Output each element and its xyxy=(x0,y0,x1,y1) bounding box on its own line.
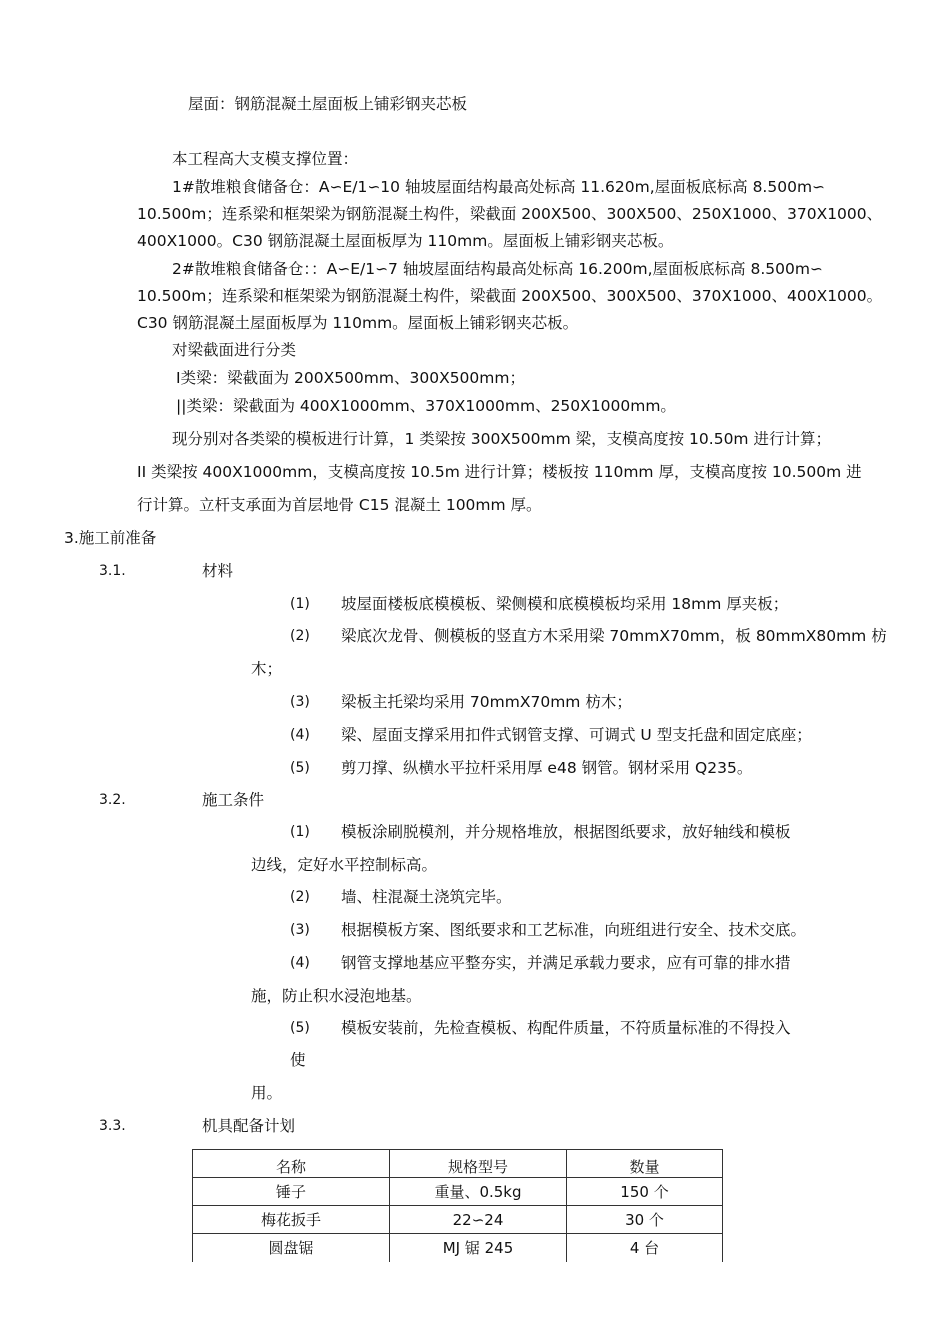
section-3-3-number: 3.3. xyxy=(99,1118,126,1134)
table-cell: 锤子 xyxy=(193,1178,390,1206)
table-cell: 22∽24 xyxy=(390,1206,567,1234)
condition-item-number: (3) xyxy=(290,922,310,938)
condition-item-continuation: 用。 xyxy=(251,1084,283,1102)
material-item-text: 坡屋面楼板底模模板、梁侧模和底模模板均采用 18mm 厚夹板； xyxy=(341,595,789,613)
material-item-number: (2) xyxy=(290,628,310,644)
table-cell: 圆盘锯 xyxy=(193,1234,390,1263)
table-row xyxy=(193,1206,723,1234)
condition-item-number: (1) xyxy=(290,824,310,840)
table-header: 数量 xyxy=(567,1150,723,1178)
section-3-1-title: 材料 xyxy=(202,562,234,580)
material-item-text: 梁板主托梁均采用 70mmX70mm 枋木； xyxy=(341,693,632,711)
warehouse2-line3: C30 钢筋混凝土屋面板厚为 110mm。屋面板上铺彩钢夹芯板。 xyxy=(137,314,579,332)
table-header: 名称 xyxy=(193,1150,390,1178)
support-title: 本工程高大支模支撑位置： xyxy=(172,150,359,168)
section-3-1-number: 3.1. xyxy=(99,563,126,579)
condition-item-text: 钢管支撑地基应平整夯实，并满足承载力要求，应有可靠的排水措 xyxy=(341,954,791,972)
section-3-2-title: 施工条件 xyxy=(202,791,265,809)
material-item-number: (4) xyxy=(290,727,310,743)
condition-item-text: 墙、柱混凝土浇筑完毕。 xyxy=(341,888,512,906)
condition-item-number: (4) xyxy=(290,955,310,971)
condition-item-number: (2) xyxy=(290,889,310,905)
beam-class-2: ||类梁：梁截面为 400X1000mm、370X1000mm、250X1000mm。 xyxy=(176,397,676,415)
table-cell: 梅花扳手 xyxy=(193,1206,390,1234)
condition-item-number: (5) xyxy=(290,1020,310,1036)
table-row xyxy=(193,1234,723,1263)
material-item-text: 梁、屋面支撑采用扣件式钢管支撑、可调式 U 型支托盘和固定底座； xyxy=(341,726,812,744)
warehouse1-line1: 1#散堆粮食储备仓：A∽E/1∽10 轴坡屋面结构最高处标高 11.620m,屋面板底标高 8.500m∽ xyxy=(172,178,826,196)
equipment-table xyxy=(192,1149,723,1262)
material-item-number: (5) xyxy=(290,760,310,776)
material-item-number: (1) xyxy=(290,596,310,612)
classify-title: 对梁截面进行分类 xyxy=(172,341,297,359)
material-item-text: 剪刀撑、纵横水平拉杆采用厚 e48 钢管。钢材采用 Q235。 xyxy=(341,759,753,777)
condition-item-continuation: 施，防止积水浸泡地基。 xyxy=(251,987,422,1005)
calc-line3: 行计算。立杆支承面为首层地骨 C15 混凝土 100mm 厚。 xyxy=(137,496,542,514)
roof-line: 屋面：钢筋混凝土屋面板上铺彩钢夹芯板 xyxy=(188,95,468,113)
condition-item-continuation: 边线，定好水平控制标高。 xyxy=(251,856,438,874)
warehouse1-line2: 10.500m；连系梁和框架梁为钢筋混凝土构件，梁截面 200X500、300X500、250X1000、370X1000、 xyxy=(137,205,883,223)
table-cell: 重量、0.5kg xyxy=(390,1178,567,1206)
beam-class-1: Ⅰ类梁：梁截面为 200X500mm、300X500mm； xyxy=(176,369,525,387)
table-cell: 30 个 xyxy=(567,1206,723,1234)
section-3-3-title: 机具配备计划 xyxy=(202,1117,296,1135)
condition-item-continuation: 使 xyxy=(290,1051,306,1069)
calc-line1: 现分别对各类梁的模板进行计算，1 类梁按 300X500mm 梁，支模高度按 10.50m 进行计算； xyxy=(172,430,831,448)
condition-item-text: 模板涂刷脱模剂，并分规格堆放，根据图纸要求，放好轴线和模板 xyxy=(341,823,791,841)
condition-item-text: 模板安装前，先检查模板、构配件质量，不符质量标准的不得投入 xyxy=(341,1019,791,1037)
warehouse1-line3: 400X1000。C30 钢筋混凝土屋面板厚为 110mm。屋面板上铺彩钢夹芯板。 xyxy=(137,232,674,250)
table-cell: 4 台 xyxy=(567,1234,723,1263)
table-cell: MJ 锯 245 xyxy=(390,1234,567,1263)
condition-item-text: 根据模板方案、图纸要求和工艺标准，向班组进行安全、技术交底。 xyxy=(341,921,807,939)
material-item-number: (3) xyxy=(290,694,310,710)
table-header: 规格型号 xyxy=(390,1150,567,1178)
table-header-row xyxy=(193,1150,723,1178)
warehouse2-line1: 2#散堆粮食储备仓：：A∽E/1∽7 轴坡屋面结构最高处标高 16.200m,屋面板底标高 8.500m∽ xyxy=(172,260,823,278)
warehouse2-line2: 10.500m；连系梁和框架梁为钢筋混凝土构件，梁截面 200X500、300X500、370X1000、400X1000。 xyxy=(137,287,883,305)
table-row xyxy=(193,1178,723,1206)
material-item-text: 梁底次龙骨、侧模板的竖直方木采用梁 70mmX70mm，板 80mmX80mm 枋 xyxy=(341,627,887,645)
calc-line2: II 类梁按 400X1000mm，支模高度按 10.5m 进行计算；楼板按 110mm 厚，支模高度按 10.500m 进 xyxy=(137,463,862,481)
table-cell: 150 个 xyxy=(567,1178,723,1206)
section-3-title: 3.施工前准备 xyxy=(64,529,157,547)
material-item-continuation: 木； xyxy=(251,660,283,678)
section-3-2-number: 3.2. xyxy=(99,792,126,808)
